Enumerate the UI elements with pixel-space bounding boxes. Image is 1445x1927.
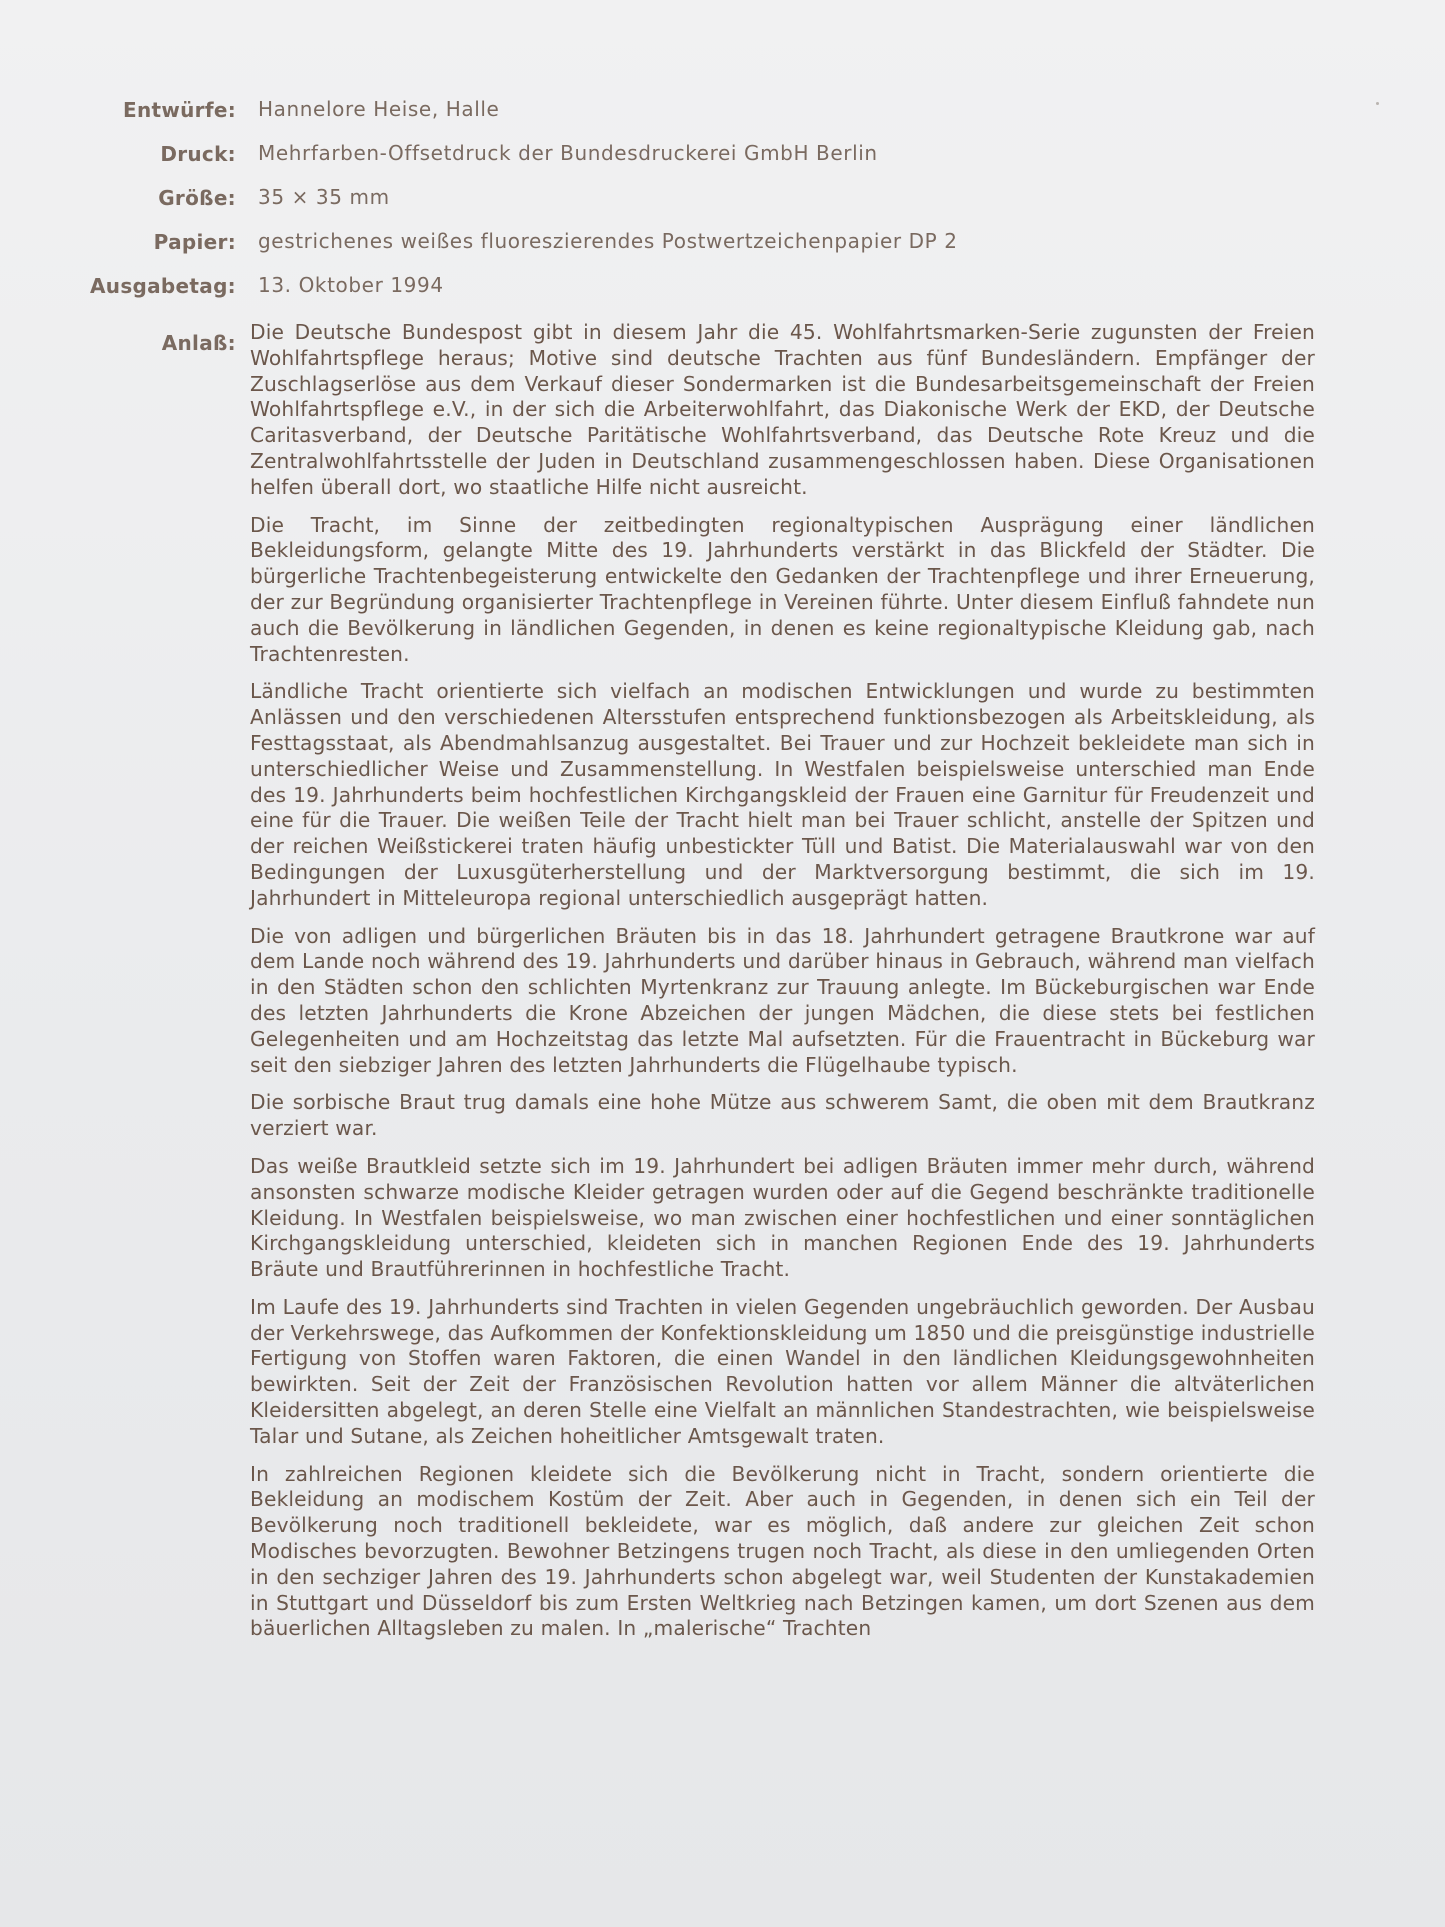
stamp-details [0, 98, 1445, 318]
detail-row-print [0, 142, 1445, 186]
paragraph: Die von adligen und bürgerlichen Bräuten bis in das 18. Jahrhundert getragene Brautkrone war auf dem Lande noch während des 19. Jahrhunderts und darüber hinaus in Gebrauch, während man vielfach in den Städten schon den schlichten Myrtenkranz zur Trauung anlegte. Im Bückeburgischen war Ende des letzten Jahrhunderts die Krone Abzeichen der jungen Mädchen, die diese stets bei festlichen Gelegenheiten und am Hochzeitstag das letzte Mal aufsetzten. Für die Frauentracht in Bückeburg war seit den siebziger Jahren des letzten Jahrhunderts die Flügelhaube typisch. [250, 923, 1315, 1077]
paragraph: In zahlreichen Regionen kleidete sich die Bevölkerung nicht in Tracht, sondern orientierte die Bekleidung an modischem Kostüm der Zeit. Aber auch in Gegenden, in denen sich ein Teil der Bevölkerung noch traditionell bekleidete, war es möglich, daß andere zur gleichen Zeit schon Modisches bevorzugten. Bewohner Betzingens trugen noch Tracht, als diese in den umliegenden Orten in den sechziger Jahren des 19. Jahrhunderts schon abgelegt war, weil Studenten der Kunstakademien in Stuttgart und Düsseldorf bis zum Ersten Weltkrieg nach Betzingen kamen, um dort Szenen aus dem bäuerlichen Alltagsleben zu malen. In „malerische“ Trachten [250, 1461, 1315, 1641]
detail-row-size [0, 186, 1445, 230]
detail-label: Entwürfe: [122, 98, 236, 122]
detail-row-paper [0, 230, 1445, 274]
paragraph: Im Laufe des 19. Jahrhunderts sind Trachten in vielen Gegenden ungebräuchlich geworden. Der Ausbau der Verkehrswege, das Aufkommen der Konfektionskleidung um 1850 und die preisgünstige industrielle Fertigung von Stoffen waren Faktoren, die einen Wandel in den ländlichen Kleidungsgewohnheiten bewirkten. Seit der Zeit der Französischen Revolution hatten vor allem Männer die altväterlichen Kleidersitten abgelegt, an deren Stelle eine Vielfalt an männlichen Standestrachten, wie beispielsweise Talar und Sutane, als Zeichen hoheitlicher Amtsgewalt traten. [250, 1294, 1315, 1448]
detail-row-issue-date [0, 274, 1445, 318]
paragraph: Ländliche Tracht orientierte sich vielfach an modischen Entwicklungen und wurde zu bestimmten Anlässen und den verschiedenen Altersstufen entsprechend funktionsbezogen als Arbeitskleidung, als Festtagsstaat, als Abendmahlsanzug ausgestaltet. Bei Trauer und zur Hochzeit bekleidete man sich in unterschiedlicher Weise und Zusammenstellung. In Westfalen beispielsweise unterschied man Ende des 19. Jahrhunderts beim hochfestlichen Kirchgangskleid der Frauen eine Garnitur für Freudenzeit und eine für die Trauer. Die weißen Teile der Tracht hielt man bei Trauer schlicht, anstelle der Spitzen und der reichen Weißstickerei traten häufig unbestickter Tüll und Batist. Die Materialauswahl war von den Bedingungen der Luxusgüterherstellung und der Marktversorgung bestimmt, die sich im 19. Jahrhundert in Mitteleuropa regional unterschiedlich ausgeprägt hatten. [250, 679, 1315, 910]
detail-label: Papier: [153, 230, 236, 254]
occasion-text [250, 320, 1315, 1654]
detail-value: Mehrfarben-Offsetdruck der Bundesdruckerei GmbH Berlin [258, 141, 878, 165]
detail-label: Ausgabetag: [90, 274, 236, 298]
occasion-label: Anlaß: [161, 331, 236, 355]
detail-row-designs [0, 98, 1445, 142]
paragraph: Die Deutsche Bundespost gibt in diesem Jahr die 45. Wohlfahrtsmarken-Serie zugunsten der Freien Wohlfahrtspflege heraus; Motive sind deutsche Trachten aus fünf Bundesländern. Empfänger der Zuschlagserlöse aus dem Verkauf dieser Sondermarken ist die Bundesarbeitsgemeinschaft der Freien Wohlfahrtspflege e.V., in der sich die Arbeiterwohlfahrt, das Diakonische Werk der EKD, der Deutsche Caritasverband, der Deutsche Paritätische Wohlfahrtsverband, das Deutsche Rote Kreuz und die Zentralwohlfahrtsstelle der Juden in Deutschland zusammengeschlossen haben. Diese Organisationen helfen überall dort, wo staatliche Hilfe nicht ausreicht. [250, 320, 1315, 499]
paragraph: Die sorbische Braut trug damals eine hohe Mütze aus schwerem Samt, die oben mit dem Brautkranz verziert war. [250, 1090, 1315, 1141]
paragraph: Die Tracht, im Sinne der zeitbedingten regionaltypischen Ausprägung einer ländlichen Bekleidungsform, gelangte Mitte des 19. Jahrhunderts verstärkt in das Blickfeld der Städter. Die bürgerliche Trachtenbegeisterung entwickelte den Gedanken der Trachtenpflege und ihrer Erneuerung, der zur Begründung organisierter Trachtenpflege in Vereinen führte. Unter diesem Einfluß fahndete nun auch die Bevölkerung in ländlichen Gegenden, in denen es keine regionaltypische Kleidung gab, nach Trachtenresten. [250, 512, 1315, 666]
detail-label: Größe: [158, 186, 236, 210]
detail-label: Druck: [160, 142, 236, 166]
paragraph: Das weiße Brautkleid setzte sich im 19. Jahrhundert bei adligen Bräuten immer mehr durch, während ansonsten schwarze modische Kleider getragen wurden oder auf die Gegend beschränkte traditionelle Kleidung. In Westfalen beispielsweise, wo man zwischen einer hochfestlichen und einer sonntäglichen Kirchgangskleidung unterschied, kleideten sich in manchen Regionen Ende des 19. Jahrhunderts Bräute und Brautführerinnen in hochfestliche Tracht. [250, 1153, 1315, 1282]
detail-value: 35 × 35 mm [258, 185, 390, 209]
detail-value: Hannelore Heise, Halle [258, 97, 500, 121]
detail-value: gestrichenes weißes fluoreszierendes Postwertzeichenpapier DP 2 [258, 229, 958, 253]
detail-value: 13. Oktober 1994 [258, 273, 444, 297]
